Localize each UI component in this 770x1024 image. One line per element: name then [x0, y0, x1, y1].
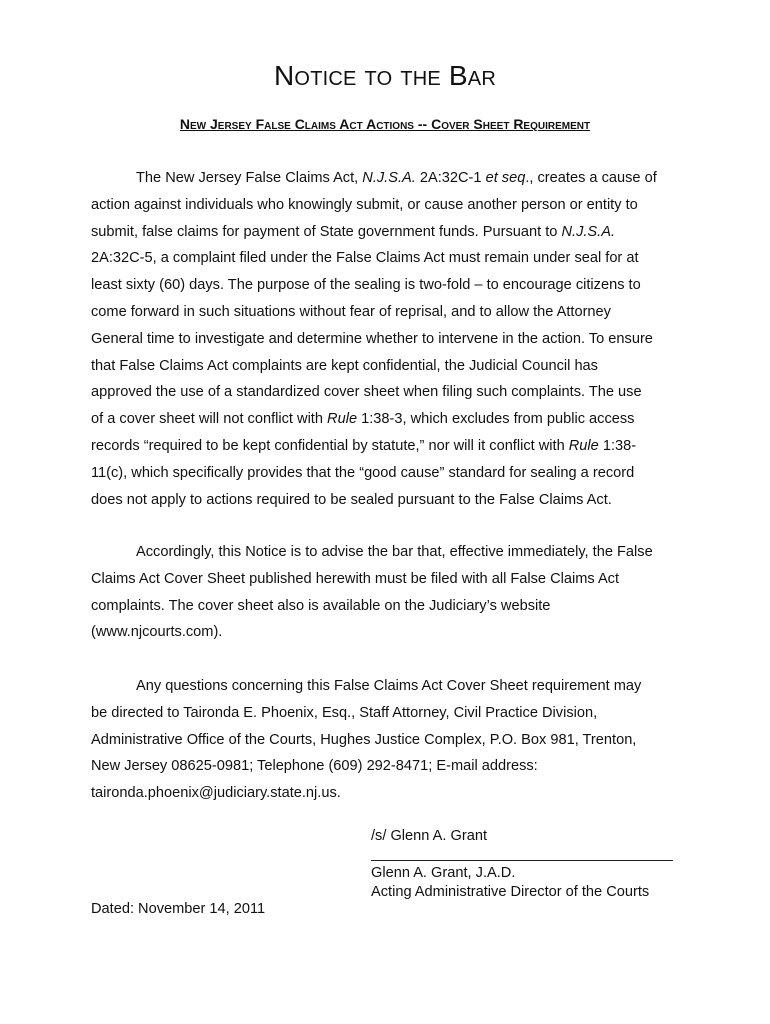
paragraph-2-line: Accordingly, this Notice is to advise the bar that, effective immediately, the False [136, 544, 653, 560]
text-segment: 1:38-3, which excludes from public access [357, 411, 635, 428]
paragraph-1-line: that False Claims Act complaints are kept confidential, the Judicial Council has [91, 357, 598, 374]
date-line: Dated: November 14, 2011 [91, 901, 266, 917]
citation-italic: N.J.S.A. [561, 223, 616, 240]
paragraph-3-line: Any questions concerning this False Claims Act Cover Sheet requirement may [136, 678, 642, 694]
paragraph-1-line [91, 165, 691, 192]
text-segment: 1:38- [598, 437, 637, 454]
page-title: Notice to the Bar [274, 60, 496, 91]
paragraph-3-line: New Jersey 08625-0981; Telephone (609) 292-8471; E-mail address: [91, 758, 538, 775]
paragraph-1-line: approved the use of a standardized cover sheet when filing such complaints. The use [91, 384, 642, 401]
signatory-name: Glenn A. Grant, J.A.D. [371, 865, 516, 881]
paragraph-1-line: 11(c), which specifically provides that the “good cause” standard for sealing a record [91, 464, 635, 481]
paragraph-2 [91, 539, 691, 646]
paragraph-1 [91, 165, 691, 513]
text-segment: submit, false claims for payment of State government funds. Pursuant to [91, 223, 562, 240]
page-subtitle: New Jersey False Claims Act Actions -- Cover Sheet Requirement [179, 116, 591, 132]
paragraph-1-line: action against individuals who knowingly submit, or cause another person or entity to [91, 196, 638, 213]
text-segment: records “required to be kept confidential by statute,” nor will it conflict with [91, 437, 569, 454]
text-segment: The New Jersey False Claims Act, [136, 170, 363, 186]
paragraph-2-line: (www.njcourts.com). [91, 624, 223, 641]
paragraph-3 [91, 673, 691, 807]
paragraph-1-line [91, 219, 691, 246]
paragraph-1-line: least sixty (60) days. The purpose of the sealing is two-fold – to encourage citizens to [91, 277, 641, 294]
paragraph-2-line: Claims Act Cover Sheet published herewith must be filed with all False Claims Act [91, 570, 620, 587]
citation-italic: Rule [568, 437, 599, 454]
text-segment: of a cover sheet will not conflict with [91, 411, 328, 428]
signature-line [371, 860, 673, 861]
paragraph-1-line [91, 433, 691, 460]
text-segment: 2A:32C-1 [415, 170, 486, 186]
citation-italic: et seq [485, 170, 526, 186]
paragraph-1-line: come forward in such situations without fear of reprisal, and to allow the Attorney [91, 303, 611, 320]
signatory-block [371, 864, 649, 902]
paragraph-1-line: General time to investigate and determine whether to intervene in the action. To ensure [91, 330, 653, 347]
paragraph-3-line: taironda.phoenix@judiciary.state.nj.us. [91, 785, 341, 802]
citation-italic: Rule [327, 411, 358, 428]
paragraph-1-line: 2A:32C-5, a complaint filed under the False Claims Act must remain under seal for at [91, 250, 639, 267]
text-segment: ., creates a cause of [525, 170, 657, 186]
conformed-signature: /s/ Glenn A. Grant [371, 828, 487, 844]
paragraph-1-line: does not apply to actions required to be sealed pursuant to the False Claims Act. [91, 491, 612, 508]
citation-italic: N.J.S.A. [362, 170, 416, 186]
signatory-title: Acting Administrative Director of the Courts [371, 884, 650, 900]
paragraph-3-line: be directed to Taironda E. Phoenix, Esq., Staff Attorney, Civil Practice Division, [91, 704, 598, 721]
paragraph-1-line [91, 406, 691, 433]
paragraph-2-line: complaints. The cover sheet also is available on the Judiciary’s website [91, 597, 551, 614]
paragraph-3-line: Administrative Office of the Courts, Hughes Justice Complex, P.O. Box 981, Trenton, [91, 731, 637, 748]
